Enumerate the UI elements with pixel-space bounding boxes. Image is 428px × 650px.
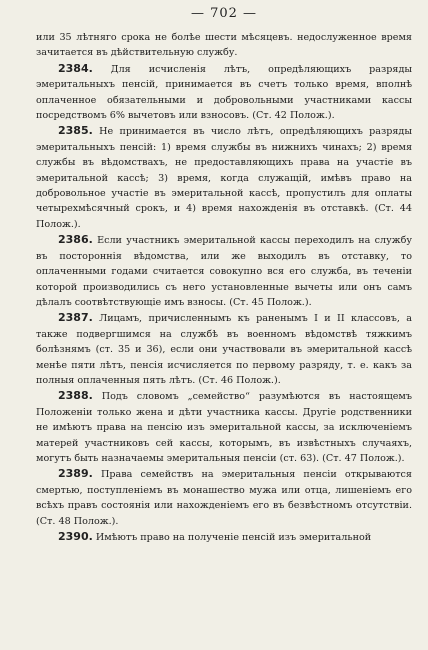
article-2385 bbox=[36, 123, 412, 232]
article-text: Права семействъ на эмеритальныя пенсіи открываются смертью, поступленіемъ въ монашество мужа или отца, лишеніемъ его всѣхъ правъ состоянія или нахожденіемъ его въ безвѣстномъ отсутствіи. (Ст. 48 Полож.). bbox=[36, 469, 412, 527]
article-number: 2388. bbox=[58, 389, 93, 403]
paragraph-text: или 35 лѣтняго срока не болѣе шести мѣсяцевъ. недослуженное время зачитается въ дѣйствительную службу. bbox=[36, 32, 412, 59]
article-number: 2387. bbox=[58, 311, 93, 325]
article-number: 2386. bbox=[58, 233, 93, 247]
article-text: Подъ словомъ „семейство“ разумѣются въ настоящемъ Положеніи только жена и дѣти участника кассы. Другіе родственники не имѣютъ права на пенсію изъ эмеритальной кассы, за исключеніемъ матерей участниковъ сей кассы, которымъ, въ извѣстныхъ случаяхъ, могутъ быть назначаемы эмеритальныя пенсіи (ст. 63). (Ст. 47 Полож.). bbox=[36, 391, 412, 464]
article-number: 2389. bbox=[58, 467, 93, 481]
article-number: 2384. bbox=[58, 61, 93, 75]
page-number: — 702 — bbox=[190, 6, 258, 21]
article-2388 bbox=[36, 388, 412, 466]
article-2387 bbox=[36, 310, 412, 388]
article-text: Для исчисленія лѣтъ, опредѣляющихъ разряды эмеритальныхъ пенсій, принимается въ счетъ только время, вполнѣ оплаченное обязательными и добровольными участниками кассы посредствомъ 6% вычетовъ или взносовъ. (Ст. 42 Полож.). bbox=[36, 63, 412, 122]
article-2390 bbox=[36, 529, 412, 545]
article-2384 bbox=[36, 61, 412, 124]
article-text: Имѣютъ право на полученіе пенсій изъ эмеритальной bbox=[95, 532, 372, 543]
article-number: 2390. bbox=[58, 530, 93, 543]
article-text: Лицамъ, причисленнымъ къ раненымъ I и II классовъ, а также подвергшимся на службѣ въ военномъ вѣдомствѣ тяжкимъ болѣзнямъ (ст. 35 и 36), если они участвовали въ эмеритальной кассѣ менѣе пяти лѣтъ, пенсія исчисляется по первому разряду, т. е. какъ за полныя оплаченныя пять лѣтъ. (Ст. 46 Полож.). bbox=[36, 313, 412, 386]
article-2389 bbox=[36, 466, 412, 529]
article-text: Если участникъ эмеритальной кассы переходилъ на службу въ постороннія вѣдомства, или же выходилъ въ отставку, то оплаченными годами считается совокупно вся его служба, въ теченіи которой производились съ него установленные вычеты или онъ самъ дѣлалъ соотвѣтствующіе имъ взносы. (Ст. 45 Полож.). bbox=[36, 235, 412, 308]
article-number: 2385. bbox=[58, 124, 93, 138]
article-2386 bbox=[36, 232, 412, 310]
article-text: Не принимается въ число лѣтъ, опредѣляющихъ разряды эмеритальныхъ пенсій: 1) время службы въ нижнихъ чинахъ; 2) время службы въ вѣдомствахъ, не предоставляющихъ права на участіе въ эмеритальной кассѣ; 3) время, когда служащій, имѣвъ право на добровольное участіе въ эмеритальной кассѣ, пропустилъ для оплаты четырехмѣсячный срокъ, и 4) время нахожденія въ отставкѣ. (Ст. 44 Полож.). bbox=[36, 126, 412, 230]
paragraph-continuation bbox=[36, 30, 412, 61]
